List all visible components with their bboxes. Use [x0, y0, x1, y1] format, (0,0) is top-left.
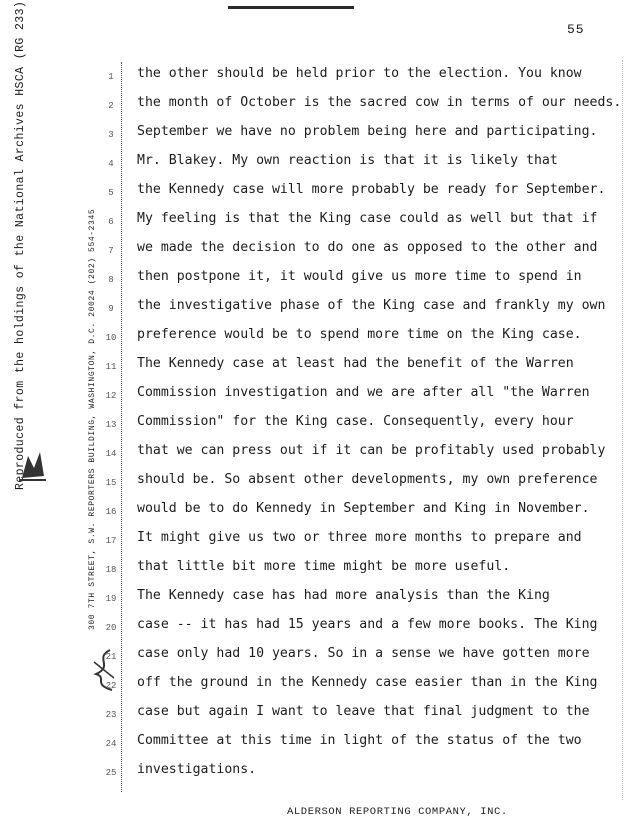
top-rule	[228, 6, 354, 9]
line-number: 9	[108, 304, 114, 314]
transcript-line: preference would be to spend more time on the King case.	[137, 327, 582, 342]
transcript-line: the other should be held prior to the election. You know	[137, 66, 582, 81]
transcript-line: case only had 10 years. So in a sense we have gotten more	[137, 646, 590, 661]
transcript-line: September we have no problem being here and participating.	[137, 124, 598, 139]
line-number: 15	[105, 478, 117, 488]
reporter-address: 300 7TH STREET, S.W. REPORTERS BUILDING, WASHINGTON, D.C. 20024 (202) 554-2345	[88, 208, 97, 630]
transcript-line: investigations.	[137, 762, 257, 777]
transcript-line: case but again I want to leave that final judgment to the	[137, 704, 590, 719]
line-number: 17	[105, 536, 117, 546]
line-number: 11	[105, 362, 117, 372]
line-number: 23	[105, 710, 117, 720]
line-number: 14	[105, 449, 117, 459]
line-number: 21	[105, 652, 117, 662]
line-number: 13	[105, 420, 117, 430]
line-number: 19	[105, 594, 117, 604]
line-number: 6	[108, 217, 114, 227]
footer-company: ALDERSON REPORTING COMPANY, INC.	[287, 806, 508, 818]
line-number: 18	[105, 565, 117, 575]
transcript-line: case -- it has had 15 years and a few more books. The King	[137, 617, 598, 632]
transcript-line: It might give us two or three more months to prepare and	[137, 530, 582, 545]
transcript-line: would be to do Kennedy in September and King in November.	[137, 501, 590, 516]
line-number: 2	[108, 101, 114, 111]
transcript-line: then postpone it, it would give us more time to spend in	[137, 269, 582, 284]
line-number: 10	[105, 333, 117, 343]
transcript-line: the Kennedy case will more probably be ready for September.	[137, 182, 606, 197]
transcript-line: we made the decision to do one as opposed to the other and	[137, 240, 598, 255]
transcript-line: that we can press out if it can be profitably used probably	[137, 443, 606, 458]
transcript-line: that little bit more time might be more useful.	[137, 559, 511, 574]
transcript-line: the month of October is the sacred cow in terms of our needs.	[137, 95, 622, 110]
archive-credit: Reproduced from the holdings of the National Archives HSCA (RG 233)	[14, 0, 27, 490]
line-number: 22	[105, 681, 117, 691]
line-number: 4	[108, 159, 114, 169]
transcript-line: should be. So absent other developments, my own preference	[137, 472, 598, 487]
line-number: 5	[108, 188, 114, 198]
line-number: 8	[108, 275, 114, 285]
transcript-line: My feeling is that the King case could as well but that if	[137, 211, 598, 226]
transcript-line: Commission" for the King case. Consequently, every hour	[137, 414, 574, 429]
page-number: 55	[567, 22, 585, 37]
transcript-line: off the ground in the Kennedy case easier than in the King	[137, 675, 598, 690]
line-number: 16	[105, 507, 117, 517]
line-number: 20	[105, 623, 117, 633]
transcript-line: Mr. Blakey. My own reaction is that it is likely that	[137, 153, 558, 168]
line-number: 1	[108, 72, 114, 82]
transcript-line: Commission investigation and we are after all "the Warren	[137, 385, 590, 400]
margin-rule	[121, 62, 123, 792]
line-number: 24	[105, 739, 117, 749]
line-number: 12	[105, 391, 117, 401]
transcript-line: Committee at this time in light of the status of the two	[137, 733, 582, 748]
line-number: 7	[108, 246, 114, 256]
line-number: 3	[108, 130, 114, 140]
transcript-line: The Kennedy case has had more analysis than the King	[137, 588, 550, 603]
transcript-line: The Kennedy case at least had the benefit of the Warren	[137, 356, 574, 371]
right-margin-rule	[622, 60, 624, 800]
transcript-line: the investigative phase of the King case and frankly my own	[137, 298, 606, 313]
archives-seal-icon	[18, 448, 48, 484]
line-number: 25	[105, 768, 117, 778]
